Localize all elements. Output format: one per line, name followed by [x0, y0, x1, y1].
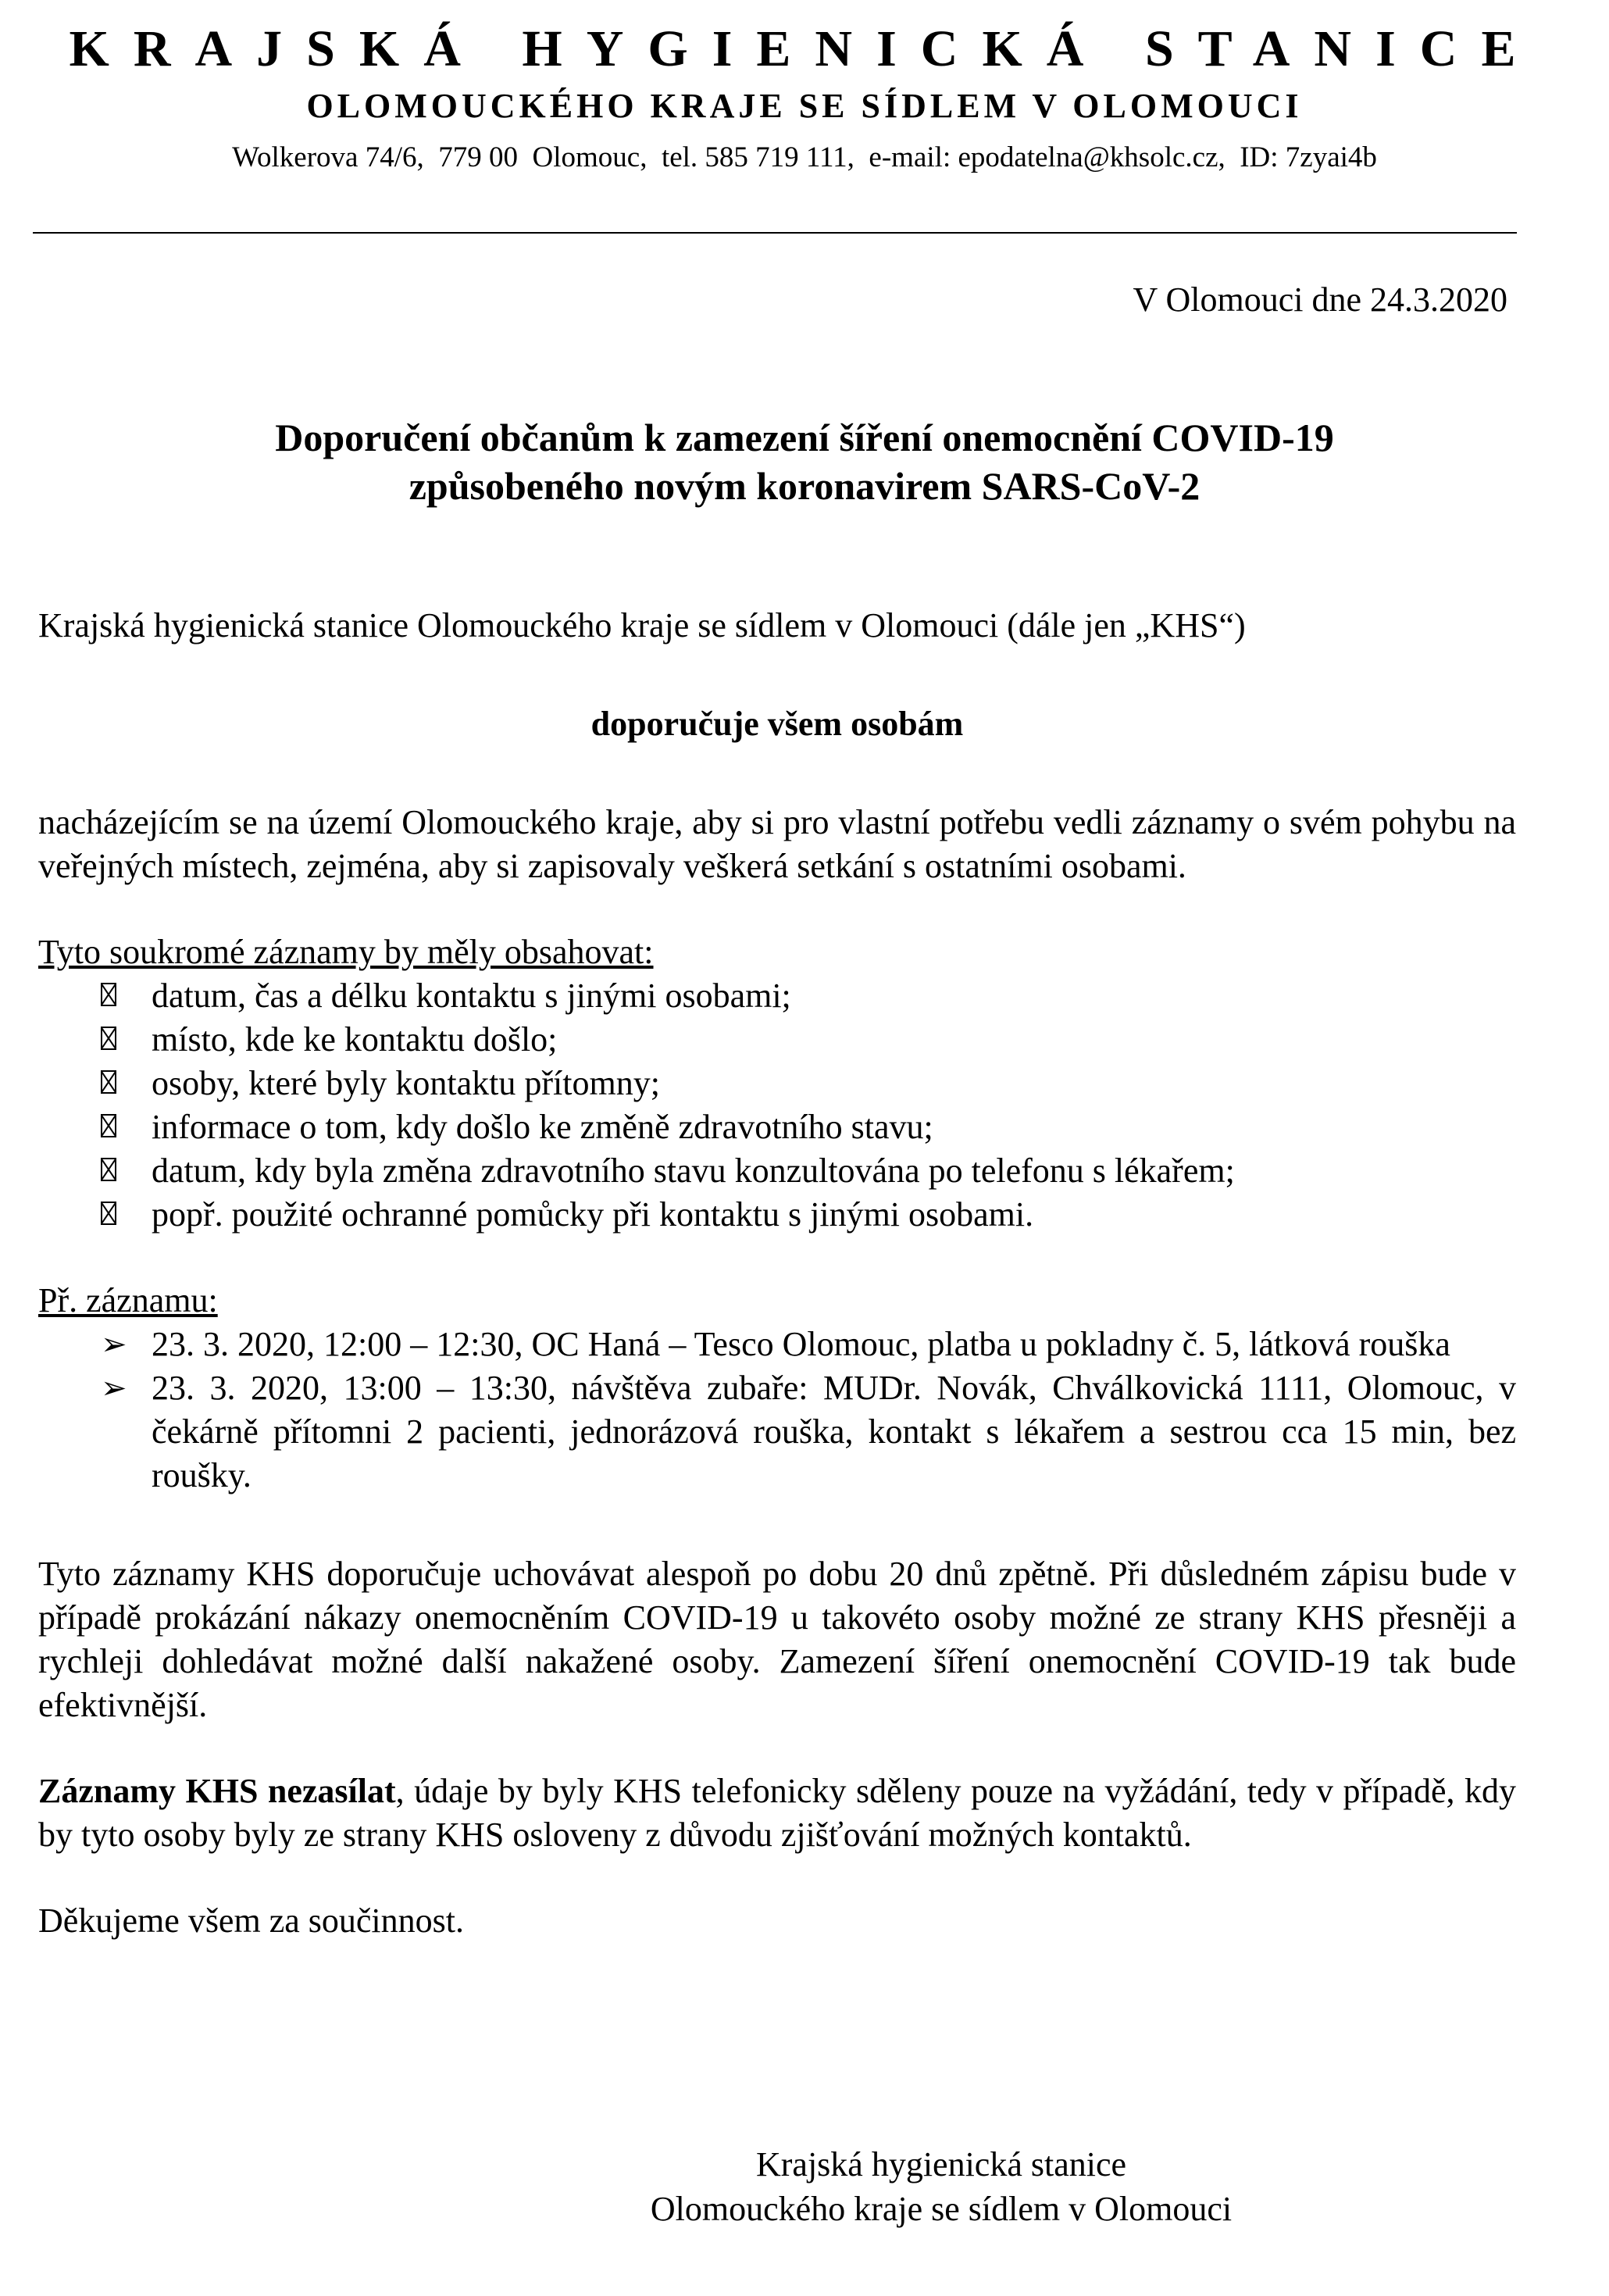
example-item [38, 1366, 1516, 1498]
example-text: 23. 3. 2020, 12:00 – 12:30, OC Haná – Tesco Olomouc, platba u pokladny č. 5, látková rouška [152, 1325, 1450, 1363]
document-date: V Olomouci dne 24.3.2020 [1133, 280, 1507, 319]
intro-paragraph: Krajská hygienická stanice Olomouckého kraje se sídlem v Olomouci (dále jen „KHS“) [38, 606, 1246, 645]
list-item-text: datum, kdy byla změna zdravotního stavu konzultována po telefonu s lékařem; [152, 1152, 1235, 1190]
example-item [38, 1323, 1516, 1366]
list-item [38, 974, 1516, 1018]
list-item-text: informace o tom, kdy došlo ke změně zdravotního stavu; [152, 1108, 933, 1146]
organization-subtitle: OLOMOUCKÉHO KRAJE SE SÍDLEM V OLOMOUCI [306, 87, 1303, 125]
retention-paragraph: Tyto záznamy KHS doporučuje uchovávat alespoň po dobu 20 dnů zpětně. Při důsledném zápisu bude v případě prokázání nákazy onemocněním COVID-19 u takovéto osoby možné ze strany KHS přesněji a rychleji dohledávat možné další nakažené osoby. Zamezení šíření onemocnění COVID-19 tak bude efektivnější. [38, 1555, 1516, 1724]
recommendation-heading: doporučuje všem osobám [590, 705, 964, 743]
signature-line-2: Olomouckého kraje se sídlem v Olomouci [650, 2190, 1233, 2228]
list-item [38, 1018, 1516, 1062]
signature-block [609, 2142, 1273, 2231]
checkbox-marker-icon [101, 1070, 116, 1094]
do-not-send-paragraph [38, 1769, 1516, 1857]
list-item-text: místo, kde ke kontaktu došlo; [152, 1020, 558, 1059]
title-line-1: Doporučení občanům k zamezení šíření onemocnění COVID-19 [275, 416, 1334, 459]
records-list [38, 974, 1516, 1237]
organization-contact: Wolkerova 74/6, 779 00 Olomouc, tel. 585 719 111, e-mail: epodatelna@khsolc.cz, ID: 7zyai4b [232, 141, 1377, 173]
example-heading: Př. záznamu: [38, 1281, 218, 1319]
list-item [38, 1105, 1516, 1149]
document-body [38, 604, 1516, 1943]
list-item-text: osoby, které byly kontaktu přítomny; [152, 1064, 660, 1102]
do-not-send-emphasis: Záznamy KHS nezasílat [38, 1772, 396, 1810]
checkbox-marker-icon [101, 1114, 116, 1137]
example-text: 23. 3. 2020, 13:00 – 13:30, návštěva zubaře: MUDr. Novák, Chválkovická 1111, Olomouc, v čekárně přítomni 2 pacienti, jednorázová rouška, kontakt s lékařem a sestrou cca 15 min, bez roušky. [152, 1369, 1516, 1494]
title-line-2: způsobeného novým koronavirem SARS-CoV-2 [408, 464, 1201, 508]
checkbox-marker-icon [101, 1202, 116, 1225]
do-not-send-text: , údaje by byly KHS telefonicky sděleny pouze na vyžádání, tedy v případě, kdy by tyto osoby byly ze strany KHS osloveny z důvodu zjišťování možných kontaktů. [38, 1772, 1516, 1854]
thanks-line: Děkujeme všem za součinnost. [38, 1901, 464, 1940]
organization-name: KRAJSKÁ HYGIENICKÁ STANICE [69, 20, 1540, 77]
list-item [38, 1062, 1516, 1105]
list-item [38, 1149, 1516, 1193]
list-item-text: popř. použité ochranné pomůcky při kontaktu s jinými osobami. [152, 1195, 1034, 1234]
list-item-text: datum, čas a délku kontaktu s jinými osobami; [152, 977, 791, 1015]
checkbox-marker-icon [101, 983, 116, 1006]
signature-line-1: Krajská hygienická stanice [755, 2145, 1127, 2184]
example-list [38, 1323, 1516, 1498]
checkbox-marker-icon [101, 1027, 116, 1050]
list-item [38, 1193, 1516, 1237]
arrow-bullet-icon: ➢ [101, 1327, 127, 1362]
checkbox-marker-icon [101, 1158, 116, 1181]
records-list-heading: Tyto soukromé záznamy by měly obsahovat: [38, 933, 654, 971]
header-divider [33, 232, 1517, 234]
recommendation-paragraph: nacházejícím se na území Olomouckého kraje, aby si pro vlastní potřebu vedli záznamy o svém pohybu na veřejných místech, zejména, aby si zapisovaly veškerá setkání s ostatními osobami. [38, 803, 1516, 885]
arrow-bullet-icon: ➢ [101, 1370, 127, 1406]
document-title [0, 413, 1609, 510]
